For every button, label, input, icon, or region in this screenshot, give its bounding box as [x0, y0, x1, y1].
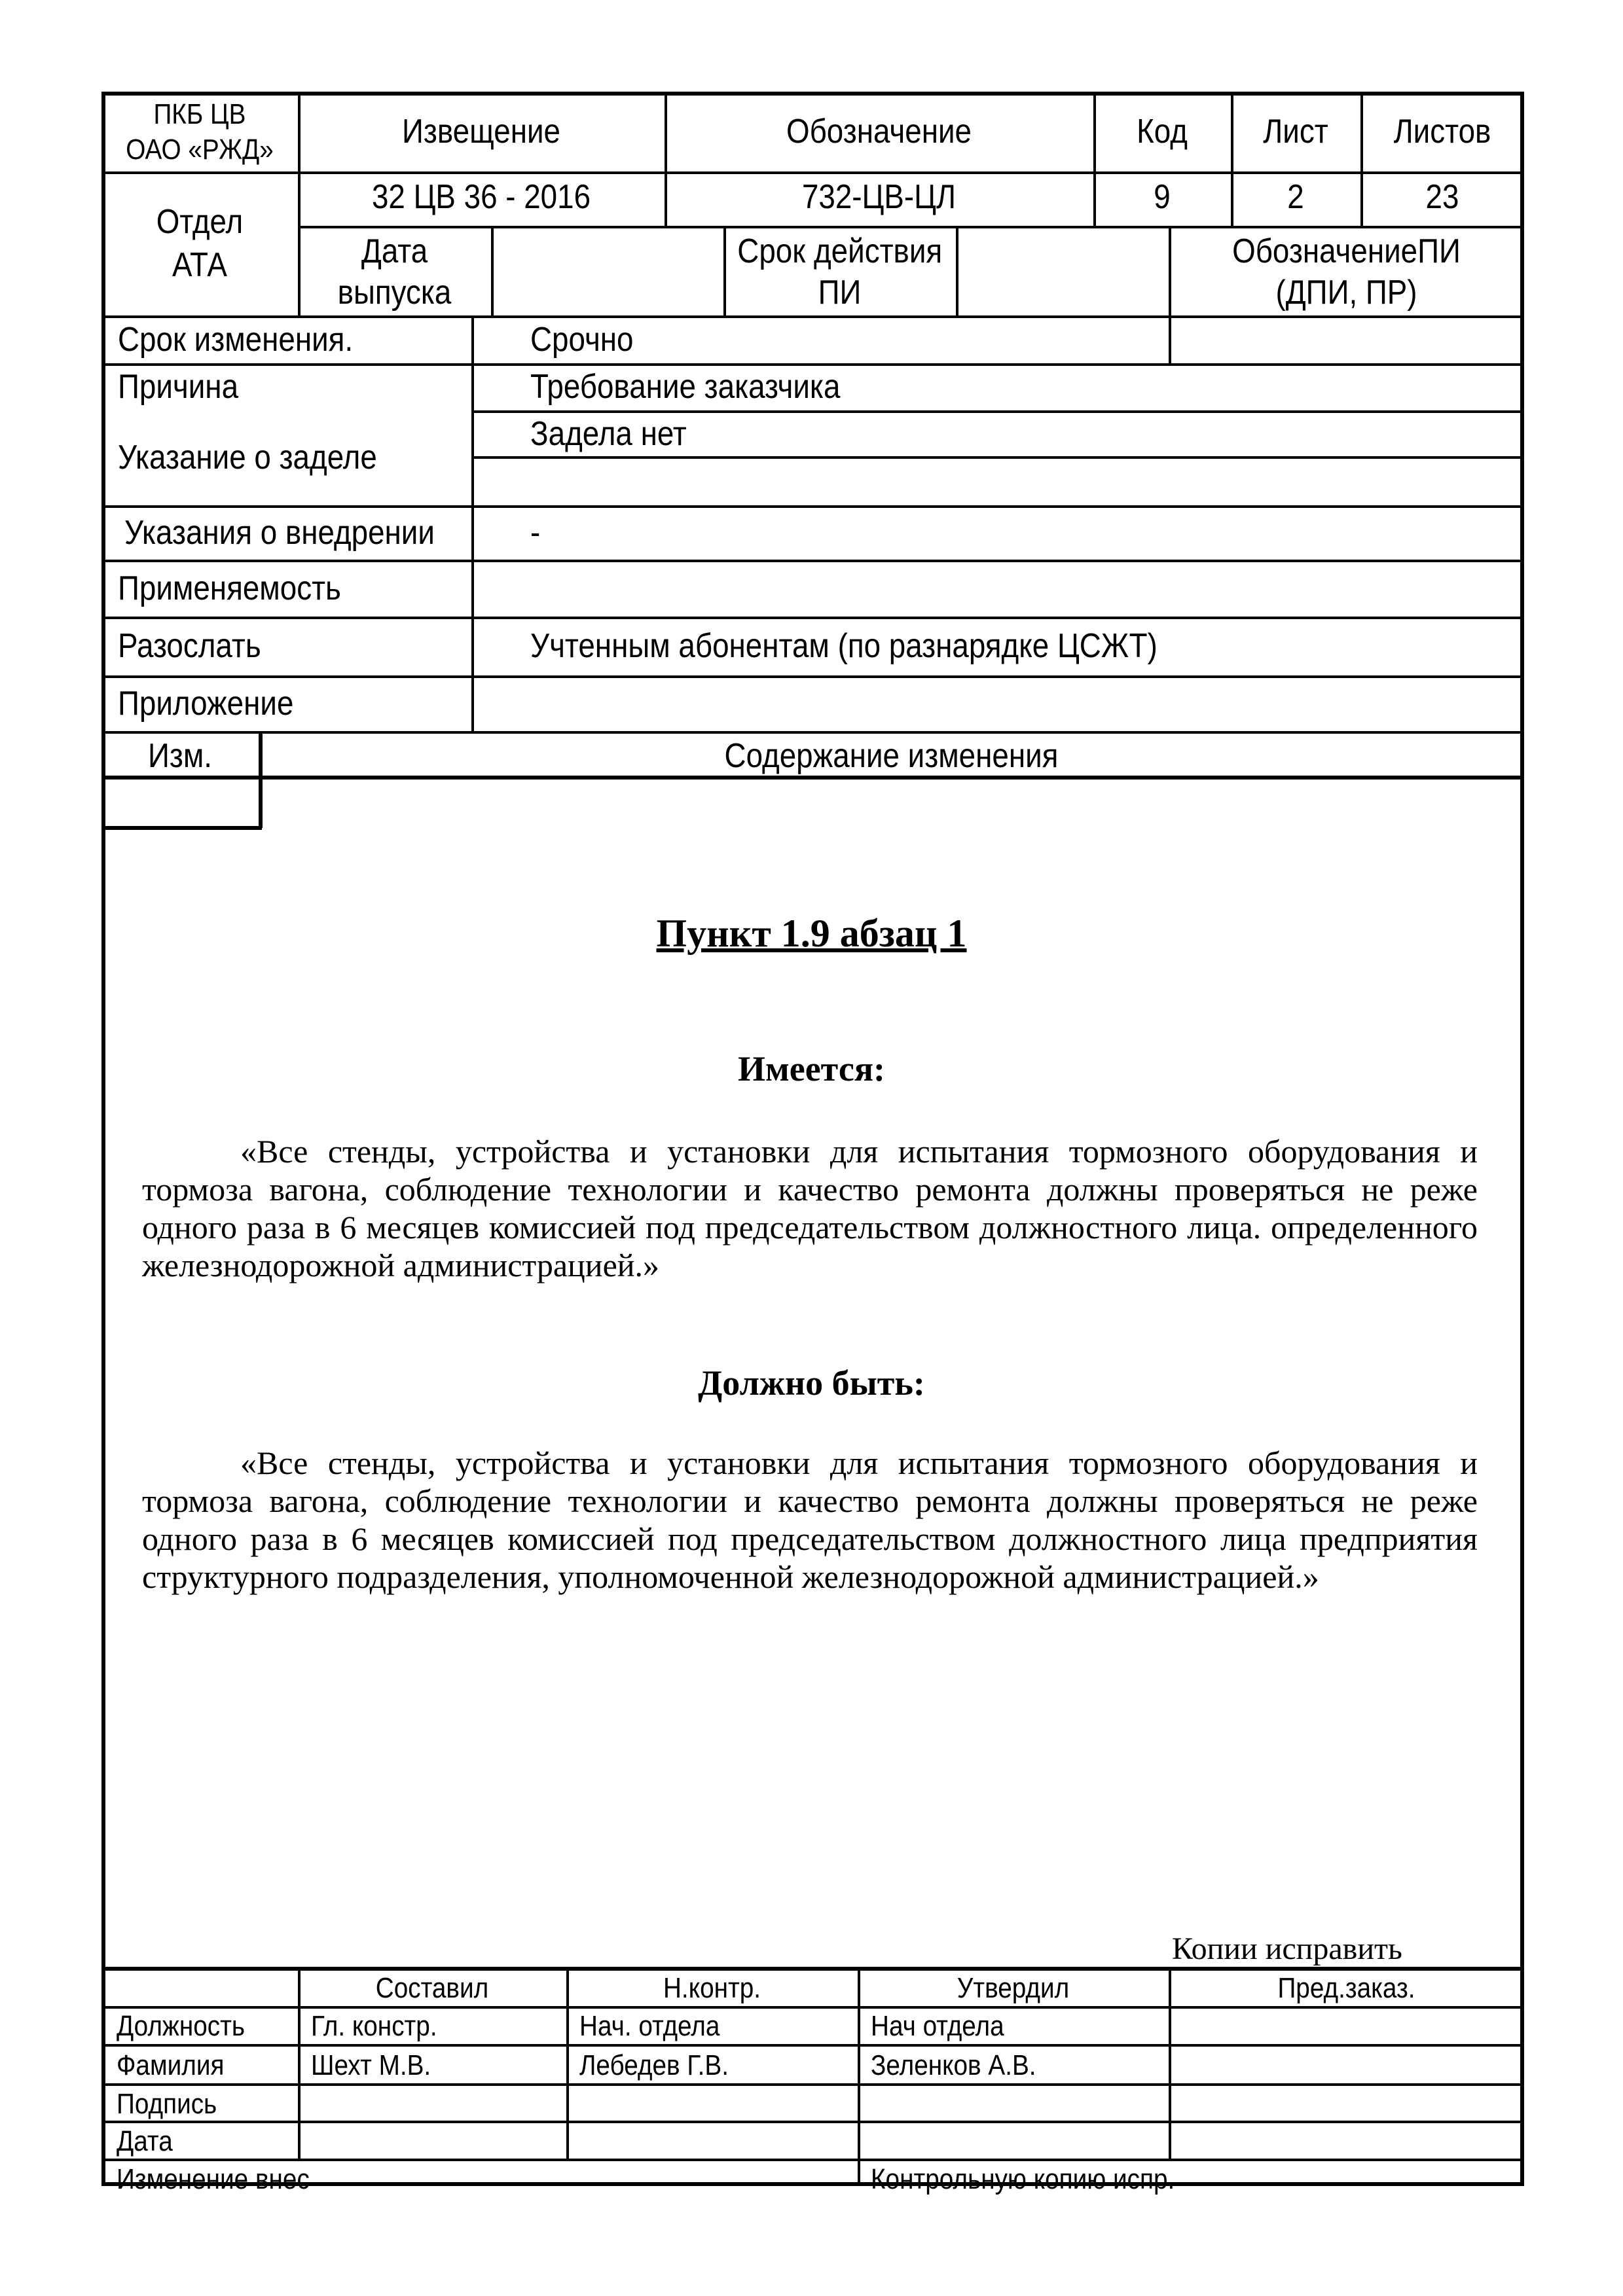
- change-title: Пункт 1.9 абзац 1: [656, 912, 967, 955]
- approved-position: Нач отдела: [871, 2010, 1004, 2042]
- compiled-name: Шехт М.В.: [311, 2049, 431, 2081]
- backlog-value: Задела нет: [530, 415, 687, 453]
- copies-note: Копии исправить: [1172, 1931, 1402, 1966]
- code-value: 9: [1154, 178, 1171, 216]
- change-term-value: Срочно: [530, 321, 634, 359]
- release-date-label-1: Дата: [361, 232, 428, 270]
- reason-label: Причина: [118, 368, 239, 406]
- control-copy-label: Контрольную копию испр.: [871, 2163, 1175, 2195]
- existing-text: «Все стенды, устройства и установки для испытания тормозного оборудования и тормоза вагона, соблюдение технологии и качество ремонта должны проверяться не реже одного раза в 6 месяцев комиссией под председательством должностного лица. определенного железнодорожной администрацией.»: [142, 1133, 1478, 1283]
- signature-label: Подпись: [117, 2088, 217, 2120]
- distribute-value: Учтенным абонентам (по разнарядке ЦСЖТ): [530, 627, 1158, 665]
- approved-label: Утвердил: [957, 1972, 1070, 2004]
- backlog-label: Указание о заделе: [118, 439, 377, 476]
- change-col-label: Изм.: [147, 737, 213, 775]
- designation-value: 732-ЦВ-ЦЛ: [801, 178, 957, 216]
- sheets-value: 23: [1425, 178, 1459, 216]
- attachment-label: Приложение: [118, 685, 294, 723]
- approved-name: Зеленков А.В.: [871, 2049, 1036, 2081]
- pi-designation-label-2: (ДПИ, ПР): [1275, 274, 1417, 312]
- notice-label: Извещение: [402, 113, 560, 151]
- change-made-label: Изменение внес: [117, 2163, 310, 2195]
- validity-label-2: ПИ: [818, 274, 862, 312]
- should-heading: Должно быть:: [698, 1363, 925, 1403]
- code-label: Код: [1137, 113, 1188, 151]
- implementation-label: Указания о внедрении: [124, 514, 435, 552]
- designation-label: Обозначение: [786, 113, 972, 151]
- org-line-1: ПКБ ЦВ: [153, 98, 246, 130]
- sheet-value: 2: [1287, 178, 1304, 216]
- org-line-2: ОАО «РЖД»: [126, 134, 274, 166]
- norm-name: Лебедев Г.В.: [579, 2049, 729, 2081]
- compiled-label: Составил: [375, 1972, 489, 2004]
- norm-position: Нач. отдела: [579, 2010, 720, 2042]
- sheets-label: Листов: [1393, 113, 1491, 151]
- release-date-label-2: выпуска: [337, 274, 452, 312]
- validity-label-1: Срок действия: [737, 232, 943, 270]
- applicability-label: Применяемость: [118, 569, 341, 607]
- customer-label: Пред.заказ.: [1277, 1972, 1415, 2004]
- reason-value: Требование заказчика: [530, 368, 841, 406]
- notice-number: 32 ЦВ 36 - 2016: [371, 178, 591, 216]
- dept-line-1: Отдел: [156, 203, 244, 241]
- sheet-label: Лист: [1263, 113, 1328, 151]
- compiled-position: Гл. констр.: [311, 2010, 437, 2042]
- existing-heading: Имеется:: [737, 1049, 886, 1088]
- pi-designation-label-1: ОбозначениеПИ: [1232, 232, 1461, 270]
- should-text: «Все стенды, устройства и установки для испытания тормозного оборудования и тормоза вагона, соблюдение технологии и качество ремонта должны проверяться не реже одного раза в 6 месяцев комиссией под председательством должностного лица предприятия структурного подразделения, уполномоченной железнодорожной администрацией.»: [142, 1444, 1478, 1595]
- content-col-label: Содержание изменения: [724, 737, 1059, 775]
- surname-label: Фамилия: [117, 2049, 225, 2081]
- distribute-label: Разослать: [118, 627, 261, 665]
- dept-line-2: АТА: [172, 246, 227, 284]
- implementation-value: -: [530, 514, 541, 552]
- change-term-label: Срок изменения.: [118, 321, 354, 359]
- date-label: Дата: [117, 2125, 173, 2157]
- position-label: Должность: [117, 2010, 246, 2042]
- norm-label: Н.контр.: [663, 1972, 761, 2004]
